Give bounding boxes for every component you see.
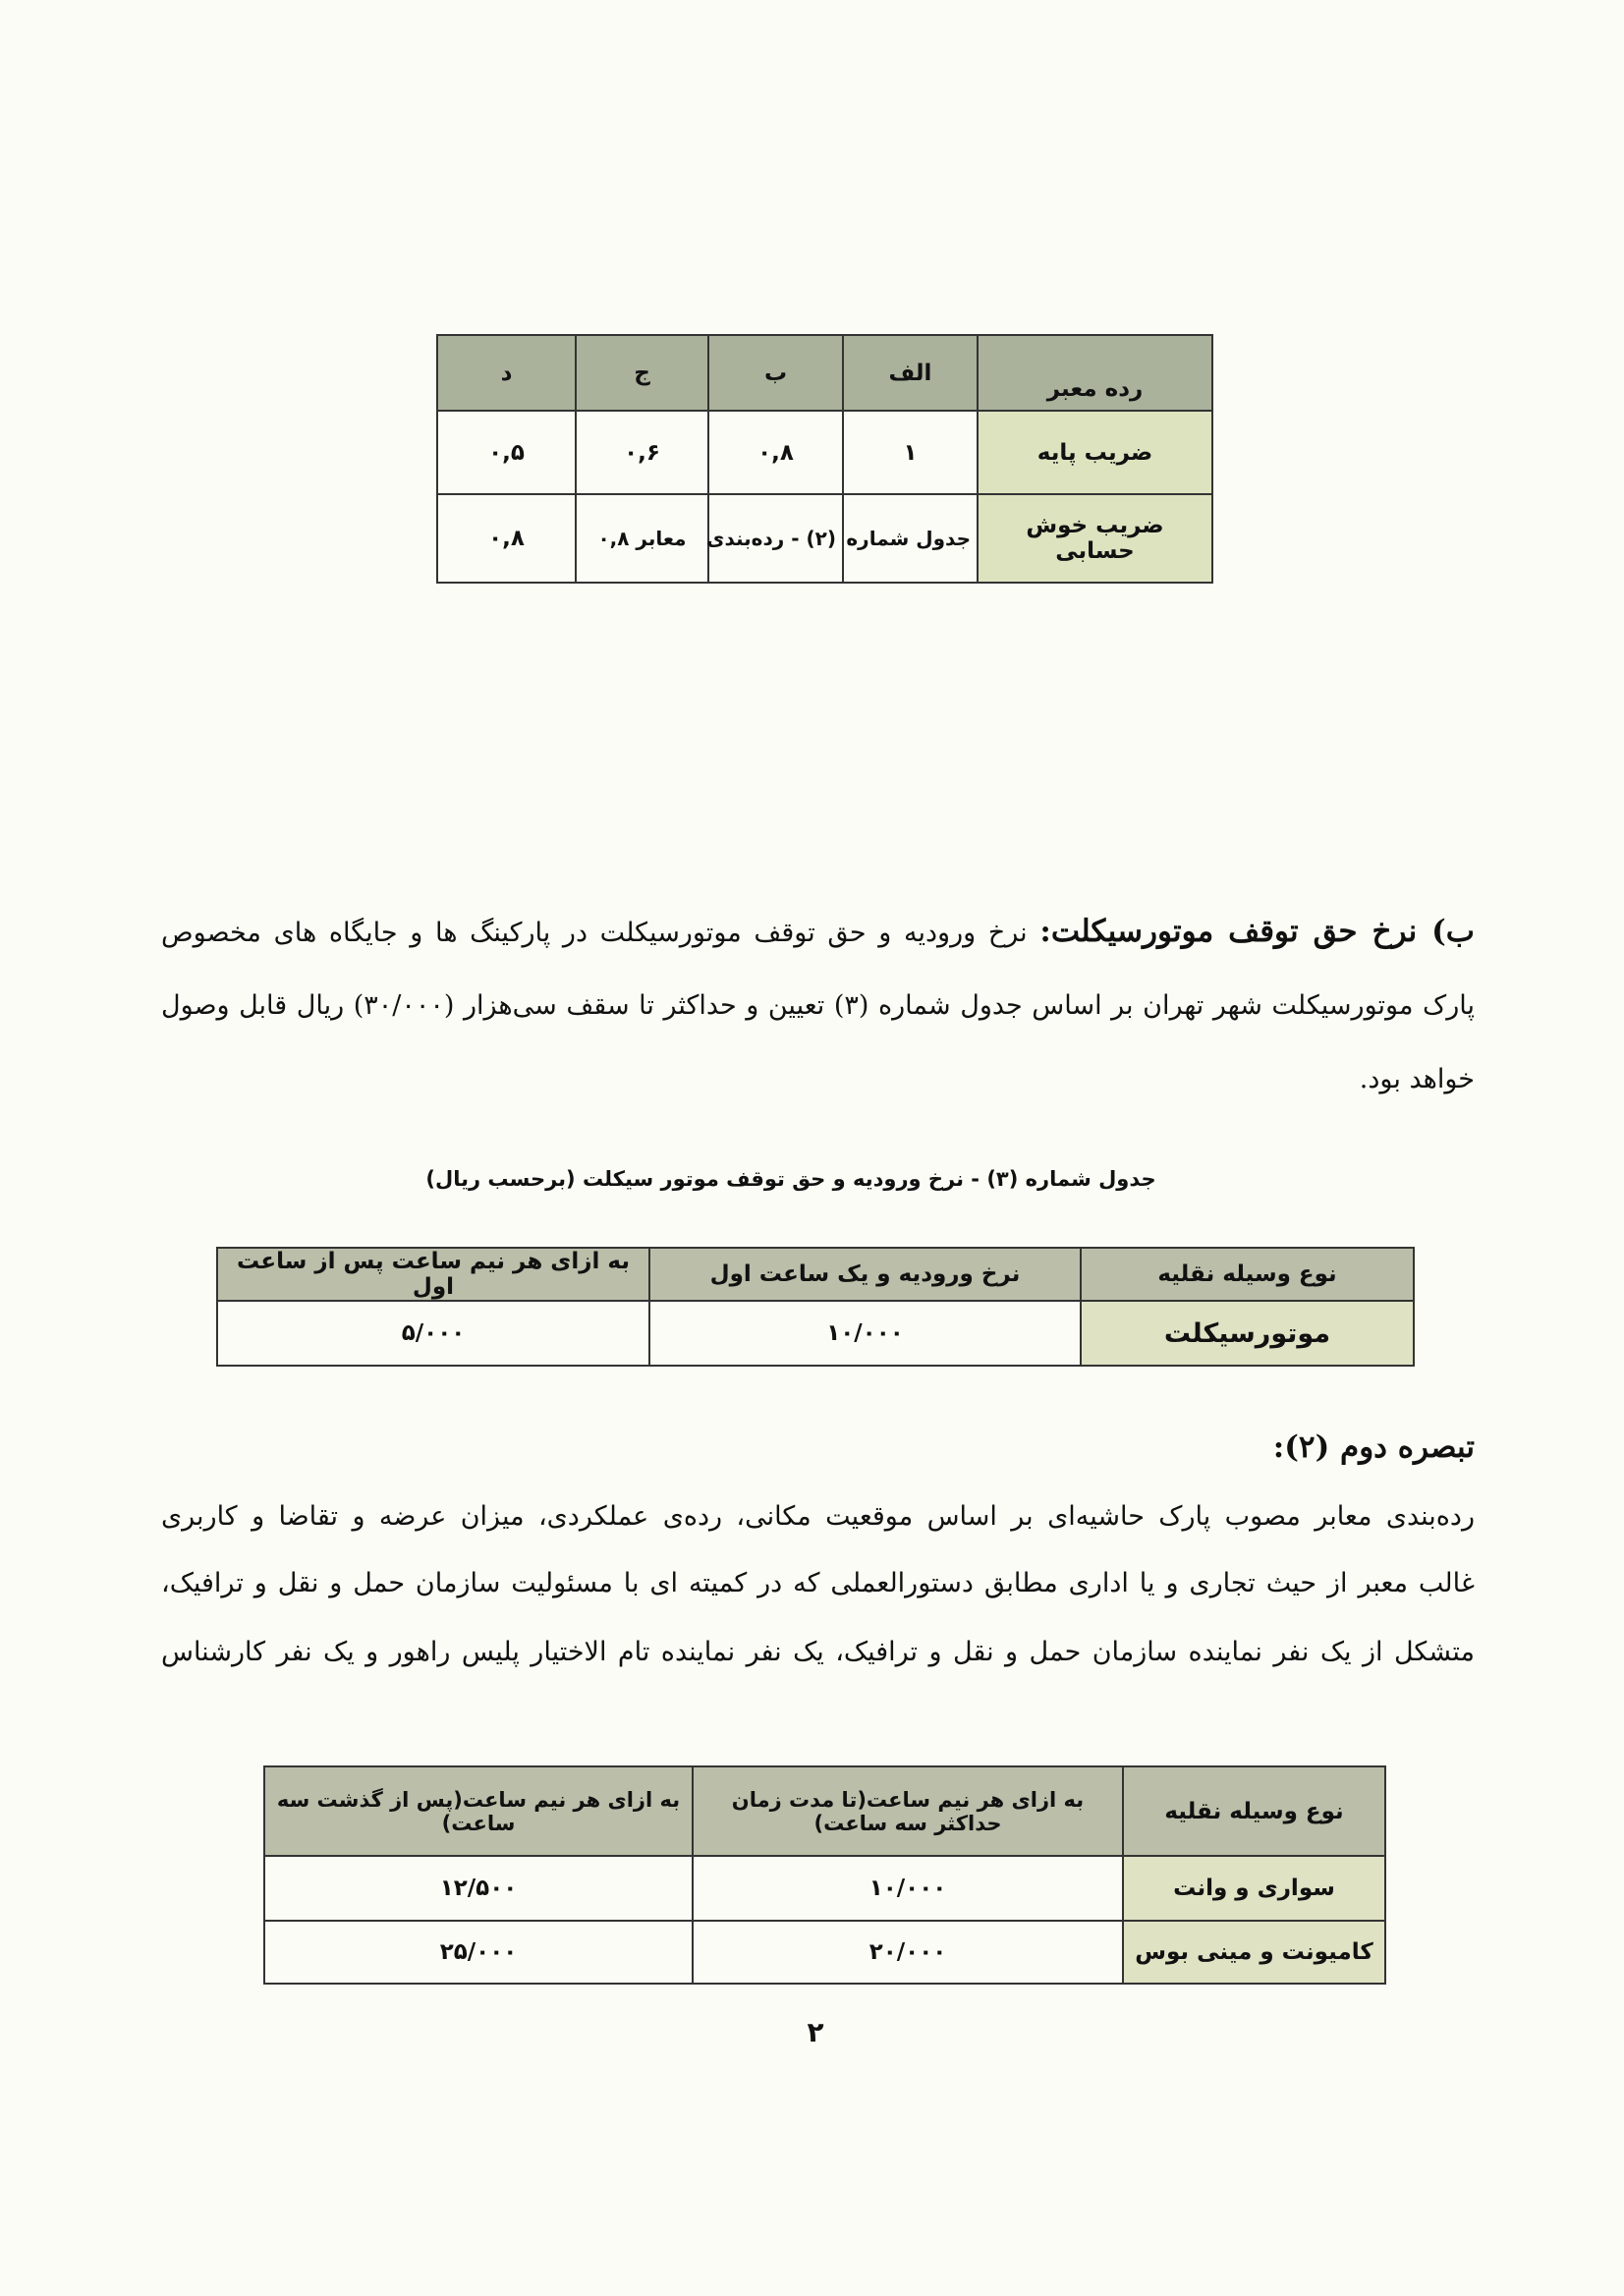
table-cell: ۰,۵ [437, 411, 576, 494]
note2-title: تبصره دوم (۲): [1272, 1429, 1475, 1465]
header-cell: نرخ ورودیه و یک ساعت اول [649, 1248, 1081, 1301]
table-cell: ۱ [843, 411, 978, 494]
header-cell: به ازای هر نیم ساعت(تا مدت زمان حداکثر سه ساعت) [693, 1766, 1123, 1856]
header-cell: نوع وسیله نقلیه [1081, 1248, 1414, 1301]
note2-line3: متشکل از یک نفر نماینده سازمان حمل و نقل و ترافیک، یک نفر نماینده تام الاختیار پلیس راهور و یک نفر کارشناس [161, 1637, 1475, 1667]
header-cell: رده معبر [978, 335, 1212, 411]
header-cell: به ازای هر نیم ساعت پس از ساعت اول [217, 1248, 649, 1301]
row-label: ضریب پایه [978, 411, 1212, 494]
table-cell: ۱۲/۵۰۰ [264, 1856, 693, 1921]
row-label: موتورسیکلت [1081, 1301, 1414, 1366]
header-cell: الف [843, 335, 978, 411]
table-cell: ۰,۶ [576, 411, 708, 494]
section-b-line1 [161, 914, 1475, 949]
road-class-coefficient-table [436, 334, 1213, 584]
header-cell: د [437, 335, 576, 411]
vehicle-rate-table [263, 1765, 1386, 1985]
note2-line2: غالب معبر از حیث تجاری و یا اداری مطابق دستورالعملی که در کمیته ای با مسئولیت سازمان حمل و نقل و ترافیک، [161, 1568, 1475, 1598]
note2-line1: رده‌بندی معابر مصوب پارک حاشیه‌ای بر اساس موقعیت مکانی، رده‌ی عملکردی، میزان عرضه و تقاضا و کاربری [161, 1501, 1475, 1532]
table-cell: ۲۰/۰۰۰ [693, 1921, 1123, 1984]
table-cell: ۲۵/۰۰۰ [264, 1921, 693, 1984]
table-cell: ۰,۸ [708, 411, 843, 494]
table-cell: ۱۰/۰۰۰ [693, 1856, 1123, 1921]
table-cell: ۰,۸ [437, 494, 576, 583]
section-b-line2: پارک موتورسیکلت شهر تهران بر اساس جدول شماره (۳) تعیین و حداکثر تا سقف سی‌هزار (۳۰/۰۰۰) ریال قابل وصول [161, 990, 1475, 1021]
header-cell: به ازای هر نیم ساعت(پس از گذشت سه ساعت) [264, 1766, 693, 1856]
table-cell: ۵/۰۰۰ [217, 1301, 649, 1366]
motorcycle-rate-table [216, 1247, 1415, 1367]
row-label: کامیونت و مینی بوس [1123, 1921, 1385, 1984]
table-cell: جدول شماره [843, 494, 978, 583]
header-cell: نوع وسیله نقلیه [1123, 1766, 1385, 1856]
section-b-title: ب) نرخ حق توقف موتورسیکلت: [1039, 914, 1475, 949]
row-label: ضریب خوش حسابی [978, 494, 1212, 583]
header-cell: ب [708, 335, 843, 411]
row-label: سواری و وانت [1123, 1856, 1385, 1921]
section-b-line3: خواهد بود. [1359, 1064, 1475, 1094]
table-cell: (۲) - رده‌بندی [708, 494, 843, 583]
table-cell: ۱۰/۰۰۰ [649, 1301, 1081, 1366]
header-cell: ج [576, 335, 708, 411]
table3-caption: جدول شماره (۳) - نرخ ورودیه و حق توقف موتور سیکلت (برحسب ریال) [425, 1167, 1156, 1191]
page-number: ۲ [807, 2016, 824, 2048]
section-b-text: نرخ ورودیه و حق توقف موتورسیکلت در پارکینگ ها و جایگاه های مخصوص [161, 918, 1028, 948]
table-cell: معابر ۰,۸ [576, 494, 708, 583]
